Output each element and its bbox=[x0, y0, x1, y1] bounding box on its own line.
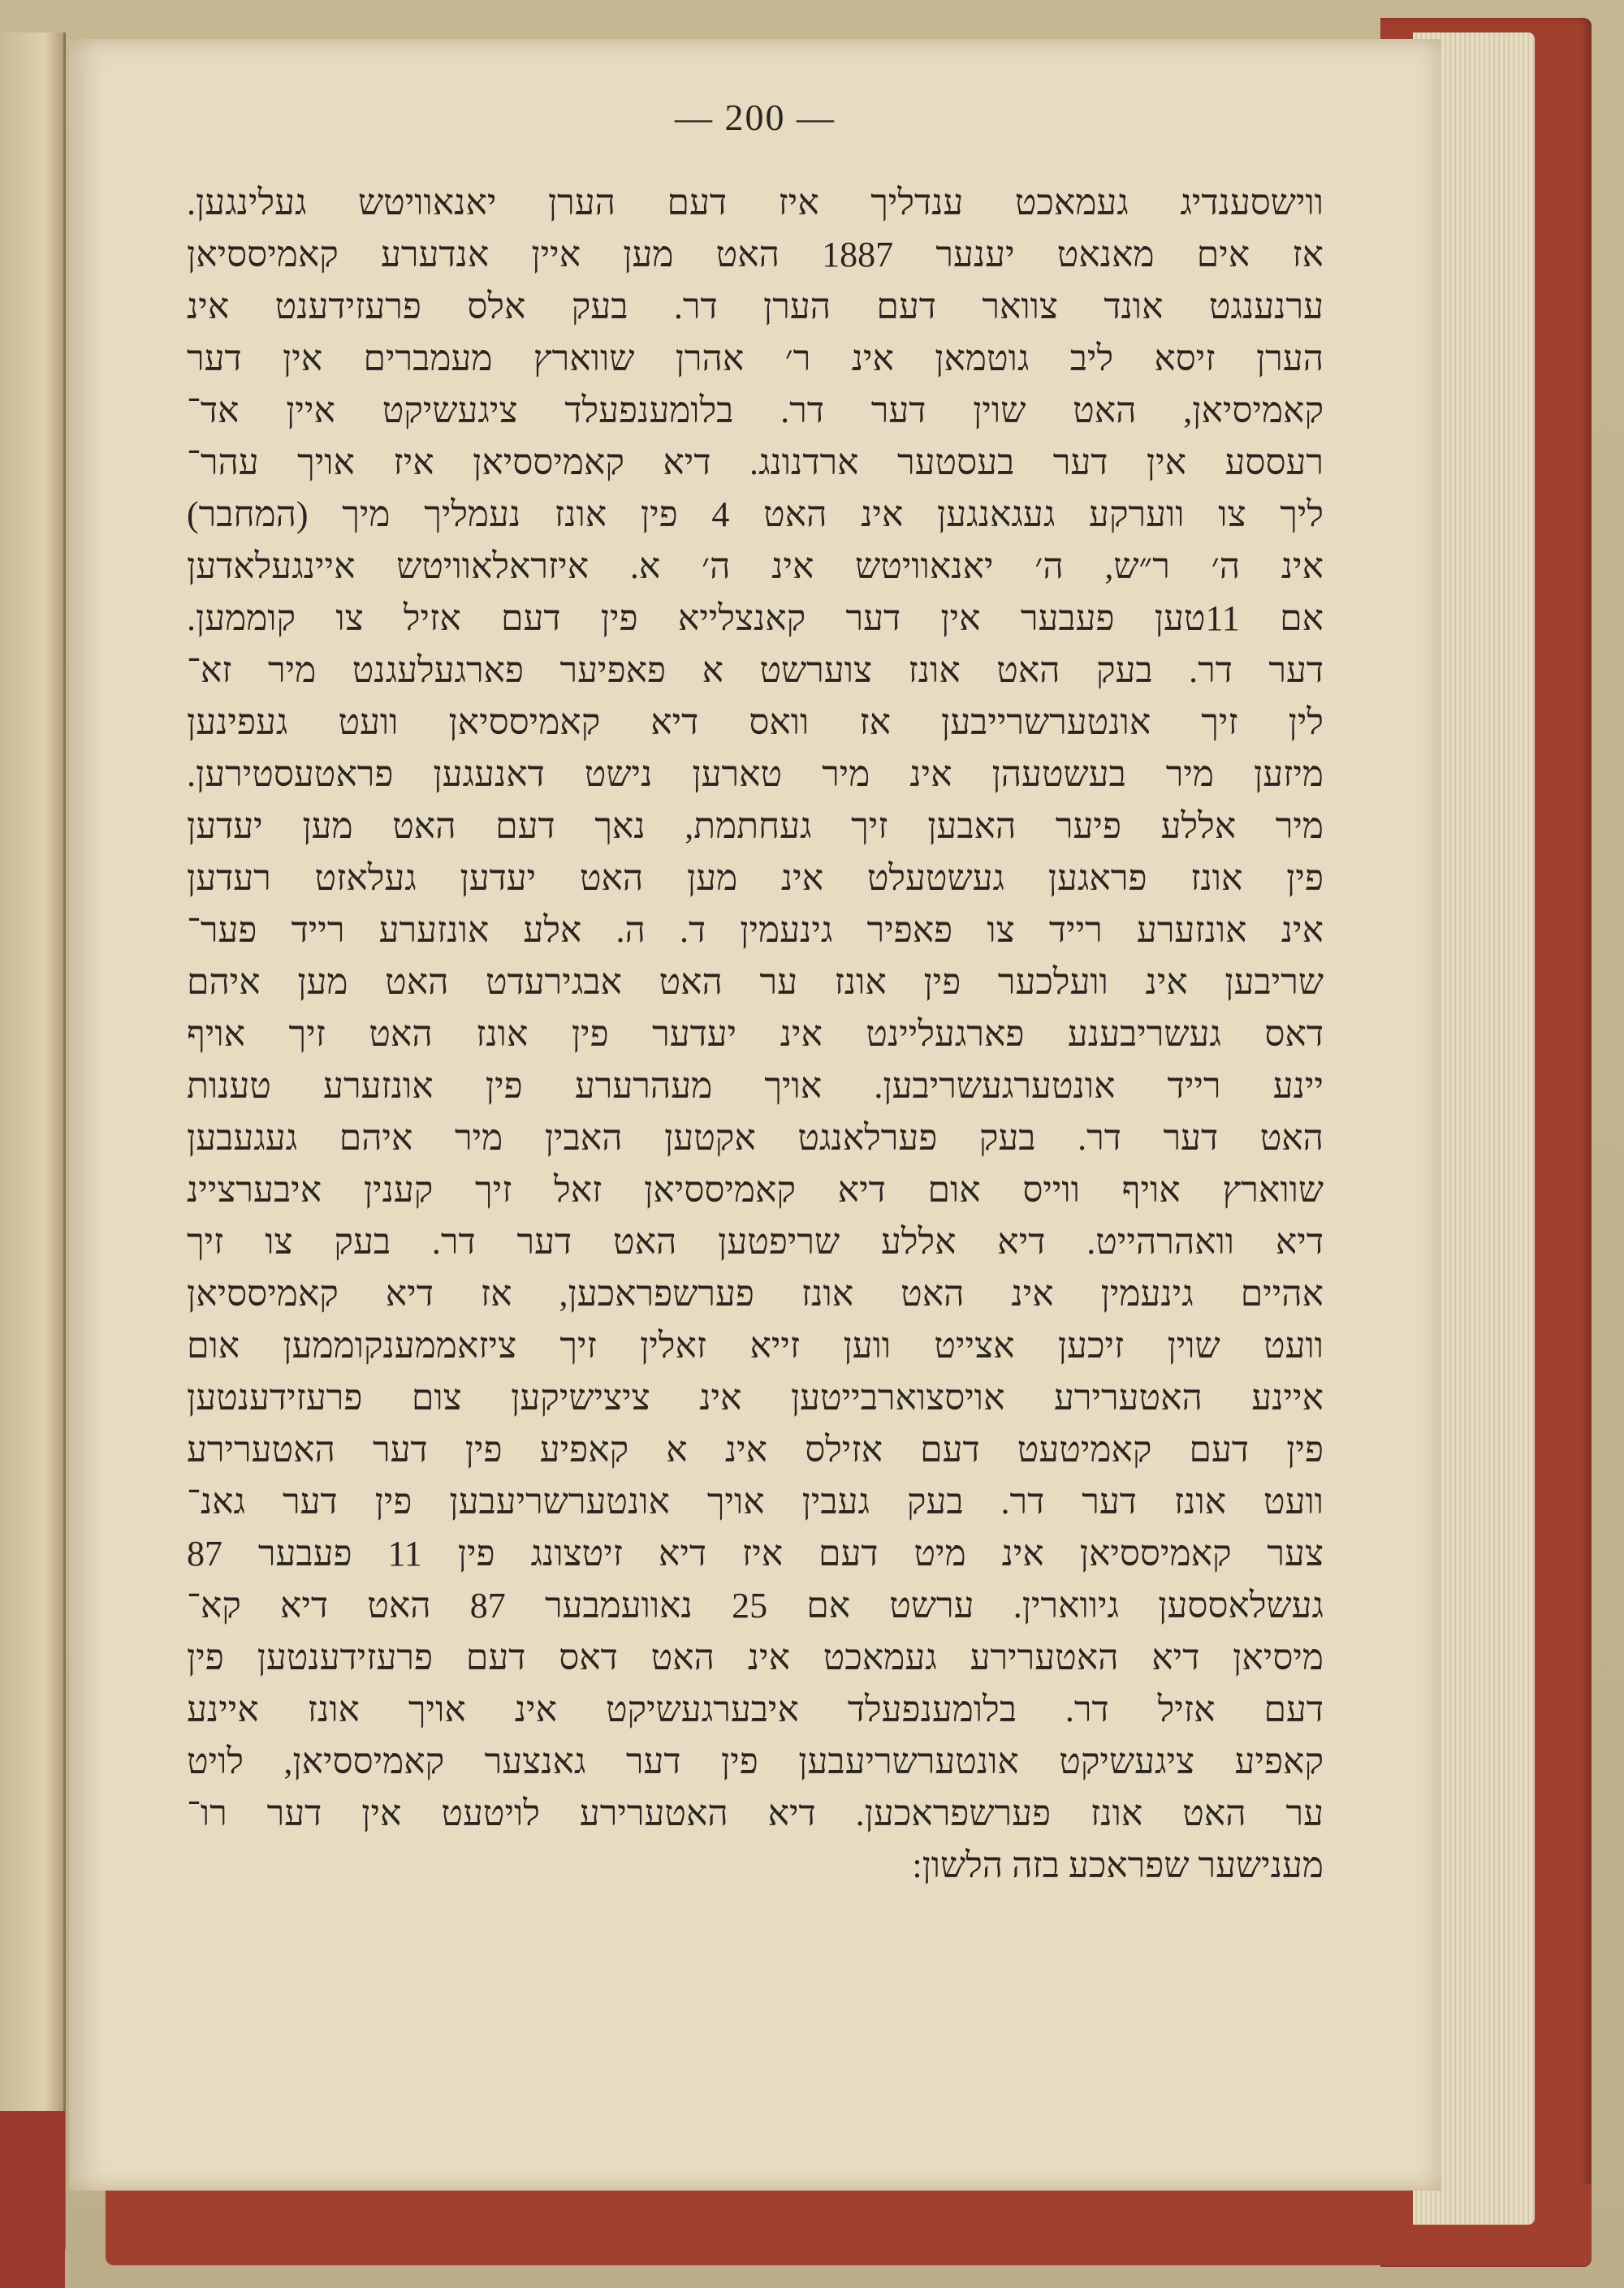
text-line: יינע רייד אונטערגעשריבען. אויך מעהרערע פין אונזערע טענות bbox=[187, 1066, 1324, 1106]
text-line: רעססע אין דער בעסטער ארדנונג. דיא קאמיססיאן איז אויך עהר־ bbox=[187, 442, 1324, 482]
text-line: קאמיסיאן, האט שוין דער דר. בלומענפעלד ציגעשיקט איין אד־ bbox=[187, 391, 1324, 430]
page-number: — 200 — bbox=[675, 97, 836, 138]
text-line: וועט אונז דער דר. בעק געבין אויך אונטערשריעבען פין דער גאנ־ bbox=[187, 1482, 1324, 1522]
text-line: פין דעם קאמיטעט דעם אזילס אינ א קאפיע פין דער האטערירע bbox=[187, 1430, 1324, 1470]
left-facing-page-edge bbox=[0, 32, 66, 2249]
book-cover-bottom bbox=[106, 2184, 1592, 2265]
text-line: דאס געשריבענע פארגעליינט אינ יעדער פין אונז האט זיך אויף bbox=[187, 1014, 1324, 1054]
text-line: ער האט אונז פערשפראכען. דיא האטערירע לויטעט אין דער רו־ bbox=[187, 1794, 1324, 1833]
text-line: וועט שוין זיכען אצייט ווען זייא זאלין זיך ציזאממענקוממען אום bbox=[187, 1326, 1324, 1366]
text-line: אז אים מאנאט יענער 1887 האט מען איין אנדערע קאמיססיאן bbox=[187, 235, 1324, 274]
book-page bbox=[69, 39, 1441, 2191]
text-line: איינע האטערירע אויסצוארבייטען אינ ציצישיקען צום פרעזידענטען bbox=[187, 1378, 1324, 1418]
text-line: אם 11טען פעבער אין דער קאנצלייא פין דעם אזיל צו קוממען. bbox=[187, 598, 1324, 638]
body-text bbox=[187, 177, 1324, 1892]
text-line: מיזען מיר בעשטעהן אינ מיר טארען נישט דאנעגען פראטעסטירען. bbox=[187, 754, 1324, 794]
text-line: מענישער שפראכע בזה הלשון: bbox=[912, 1846, 1324, 1885]
text-line: ערנענגט אונד צוואר דעם הערן דר. בעק אלס פרעזידענט אינ bbox=[187, 287, 1324, 326]
left-book-cover bbox=[0, 2111, 65, 2288]
text-line: הערן זיסא ליב גוטמאן אינ ר׳ אהרן שווארץ מעמברים אין דער bbox=[187, 339, 1324, 378]
text-line: געשלאססען גיווארין. ערשט אם 25 נאוועמבער 87 האט דיא קא־ bbox=[187, 1586, 1324, 1625]
text-line: שריבען אינ וועלכער פין אונז ער האט אבגירעדט האט מען איהם bbox=[187, 962, 1324, 1002]
text-line: מיסיאן דיא האטערירע געמאכט אינ האט דאס דעם פרעזידענטען פין bbox=[187, 1638, 1324, 1677]
text-line: האט דער דר. בעק פערלאנגט אקטען האבין מיר איהם געגעבען bbox=[187, 1118, 1324, 1158]
text-line: אינ אונזערע רייד צו פאפיר גינעמין ד. ה. אלע אונזערע רייד פער־ bbox=[187, 910, 1324, 950]
text-line: ליך צו ווערקע געגאנגען אינ האט 4 פין אונז נעמליך מיך (המחבר) bbox=[187, 494, 1324, 534]
text-line: דעם אזיל דר. בלומענפעלד איבערגעשיקט אינ אויך אונז איינע bbox=[187, 1690, 1324, 1729]
text-line: שווארץ אויף ווייס אום דיא קאמיססיאן זאל זיך קענין איבערציינ bbox=[187, 1170, 1324, 1210]
text-line: צער קאמיססיאן אינ מיט דעם איז דיא זיטצונג פין 11 פעבער 87 bbox=[187, 1534, 1324, 1574]
text-line: קאפיע ציגעשיקט אונטערשריעבען פין דער גאנצער קאמיססיאן, לויט bbox=[187, 1742, 1324, 1781]
text-line: דער דר. בעק האט אונז צוערשט א פאפיער פארגעלעגנט מיר זא־ bbox=[187, 650, 1324, 690]
text-line: אינ ה׳ ר״ש, ה׳ יאנאוויטש אינ ה׳ א. איזראלאוויטש איינגעלאדען bbox=[187, 546, 1324, 586]
text-line: אהיים גינעמין אינ האט אונז פערשפראכען, אז דיא קאמיססיאן bbox=[187, 1274, 1324, 1314]
text-line: לין זיך אונטערשרייבען אז וואס דיא קאמיססיאן וועט געפינען bbox=[187, 702, 1324, 742]
text-line: ווישסענדיג געמאכט ענדליך איז דעם הערן יאנאוויטש געלינגען. bbox=[187, 183, 1324, 222]
text-line: פין אונז פראגען געשטעלט אינ מען האט יעדען געלאזט רעדען bbox=[187, 858, 1324, 898]
text-line: מיר אללע פיער האבען זיך געחתמת, נאך דעם האט מען יעדען bbox=[187, 806, 1324, 846]
text-line: דיא וואהרהייט. דיא אללע שריפטען האט דער דר. בעק צו זיך bbox=[187, 1222, 1324, 1262]
